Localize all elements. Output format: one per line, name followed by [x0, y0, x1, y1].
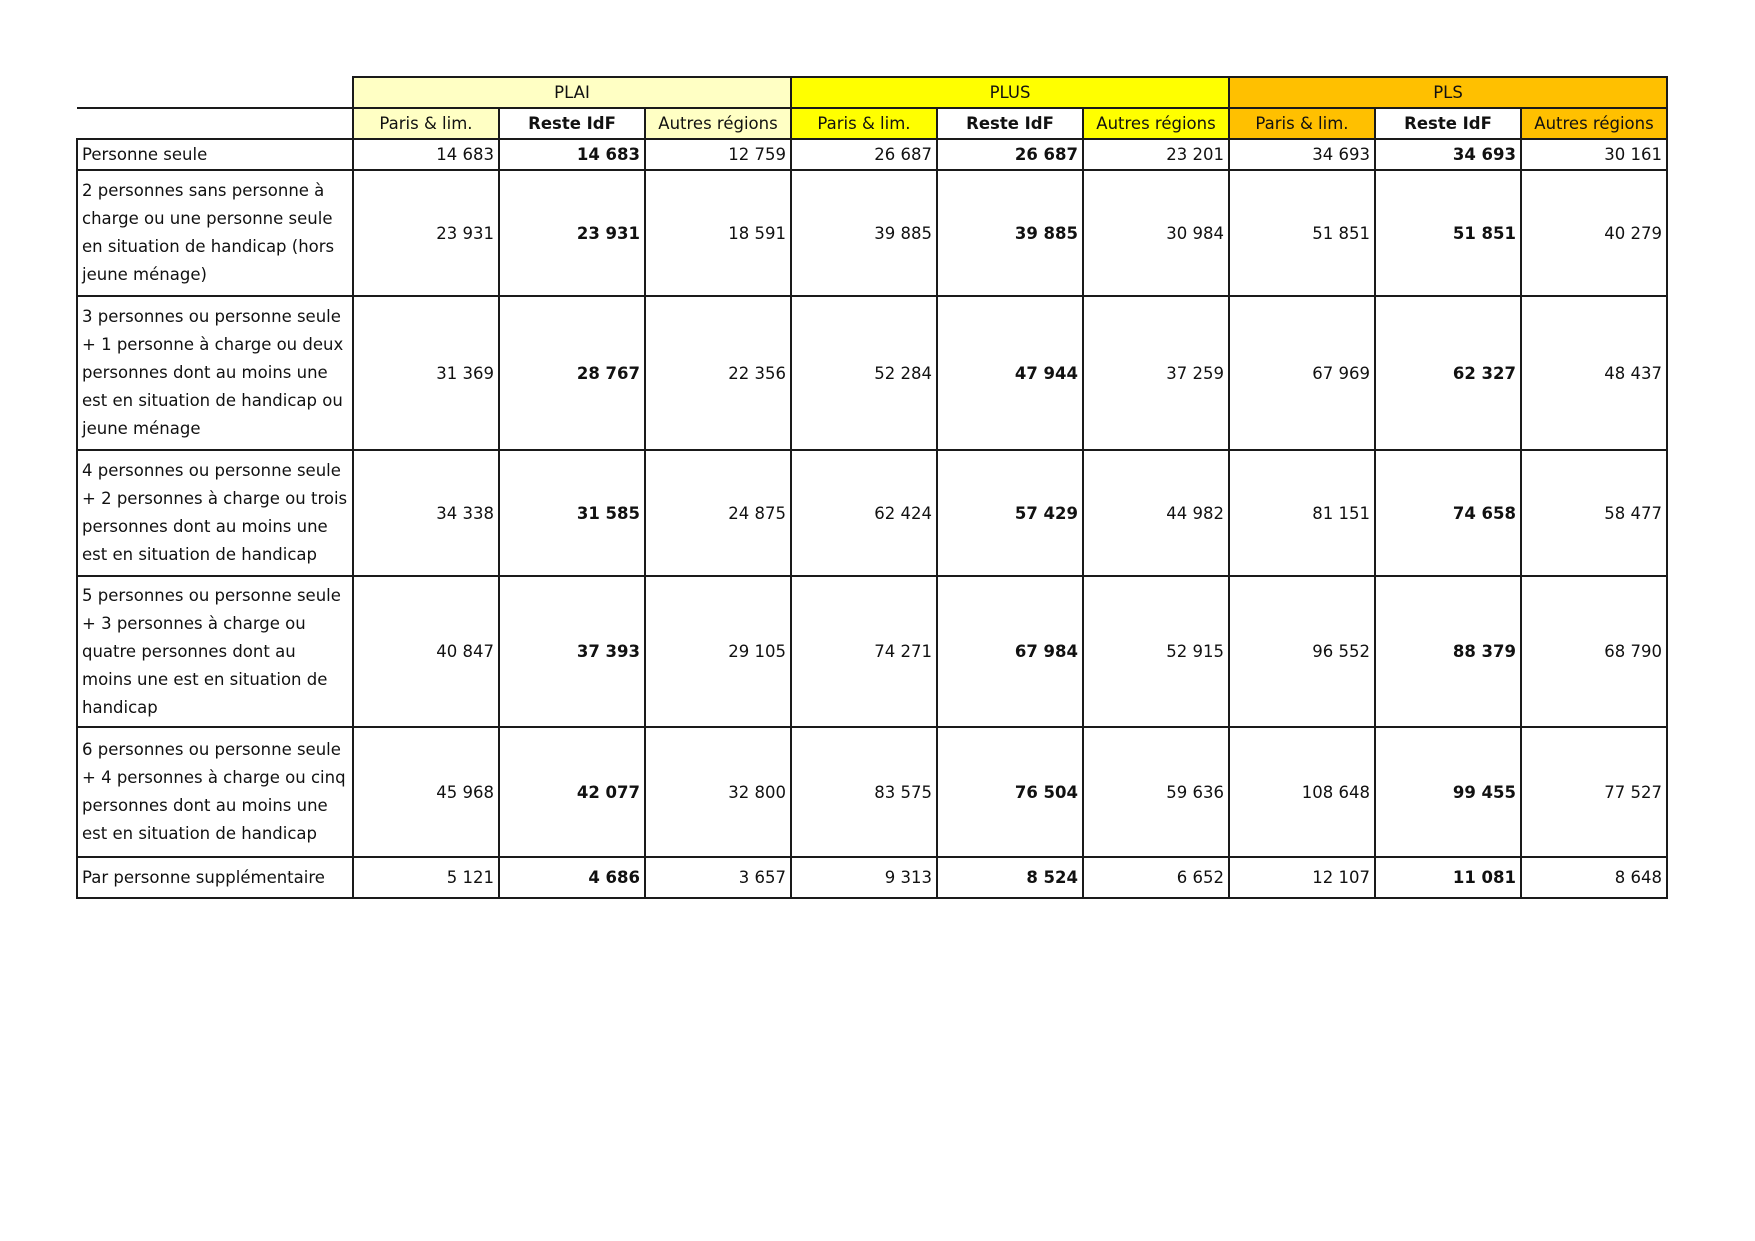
cell-pls-autres: 77 527: [1521, 727, 1667, 857]
cell-plus-autres: 59 636: [1083, 727, 1229, 857]
subheader-pls-autres: Autres régions: [1521, 108, 1667, 139]
cell-pls-reste-idf: 99 455: [1375, 727, 1521, 857]
cell-plai-autres: 29 105: [645, 576, 791, 727]
cell-plus-reste-idf: 76 504: [937, 727, 1083, 857]
cell-plai-paris: 5 121: [353, 857, 499, 898]
cell-plus-reste-idf: 8 524: [937, 857, 1083, 898]
corner-blank-cell: [77, 77, 353, 108]
corner-blank-cell: [77, 108, 353, 139]
cell-plai-paris: 34 338: [353, 450, 499, 576]
row-label: Par personne supplémentaire: [77, 857, 353, 898]
cell-plai-paris: 45 968: [353, 727, 499, 857]
table-row: [77, 727, 1667, 857]
cell-pls-autres: 48 437: [1521, 296, 1667, 450]
cell-pls-paris: 51 851: [1229, 170, 1375, 296]
group-header-row: [77, 77, 1667, 108]
table-row: [77, 296, 1667, 450]
cell-pls-autres: 30 161: [1521, 139, 1667, 170]
cell-plus-paris: 52 284: [791, 296, 937, 450]
subheader-plus-reste-idf: Reste IdF: [937, 108, 1083, 139]
subheader-row: [77, 108, 1667, 139]
cell-plus-paris: 62 424: [791, 450, 937, 576]
cell-pls-paris: 108 648: [1229, 727, 1375, 857]
cell-pls-paris: 67 969: [1229, 296, 1375, 450]
cell-pls-reste-idf: 34 693: [1375, 139, 1521, 170]
table-row: [77, 450, 1667, 576]
cell-pls-autres: 68 790: [1521, 576, 1667, 727]
row-label: 3 personnes ou personne seule + 1 personne à charge ou deux personnes dont au moins une est en situation de handicap ou jeune ménage: [77, 296, 353, 450]
cell-plus-autres: 37 259: [1083, 296, 1229, 450]
cell-plus-reste-idf: 47 944: [937, 296, 1083, 450]
cell-plus-reste-idf: 26 687: [937, 139, 1083, 170]
group-header-plai: PLAI: [353, 77, 791, 108]
cell-plus-reste-idf: 57 429: [937, 450, 1083, 576]
cell-pls-paris: 81 151: [1229, 450, 1375, 576]
income-ceiling-table-container: [76, 76, 1668, 899]
cell-plai-autres: 22 356: [645, 296, 791, 450]
subheader-plus-paris: Paris & lim.: [791, 108, 937, 139]
cell-plus-paris: 39 885: [791, 170, 937, 296]
row-label: 6 personnes ou personne seule + 4 personnes à charge ou cinq personnes dont au moins une est en situation de handicap: [77, 727, 353, 857]
cell-plai-autres: 12 759: [645, 139, 791, 170]
subheader-plus-autres: Autres régions: [1083, 108, 1229, 139]
cell-plus-autres: 44 982: [1083, 450, 1229, 576]
cell-plai-reste-idf: 14 683: [499, 139, 645, 170]
subheader-plai-reste-idf: Reste IdF: [499, 108, 645, 139]
group-header-pls: PLS: [1229, 77, 1667, 108]
cell-plai-reste-idf: 42 077: [499, 727, 645, 857]
cell-pls-reste-idf: 74 658: [1375, 450, 1521, 576]
table-row: [77, 576, 1667, 727]
row-label: 5 personnes ou personne seule + 3 personnes à charge ou quatre personnes dont au moins une est en situation de handicap: [77, 576, 353, 727]
group-header-plus: PLUS: [791, 77, 1229, 108]
subheader-plai-paris: Paris & lim.: [353, 108, 499, 139]
cell-plus-autres: 30 984: [1083, 170, 1229, 296]
cell-plus-reste-idf: 39 885: [937, 170, 1083, 296]
cell-pls-autres: 8 648: [1521, 857, 1667, 898]
cell-plai-reste-idf: 31 585: [499, 450, 645, 576]
cell-plus-paris: 74 271: [791, 576, 937, 727]
cell-plus-autres: 52 915: [1083, 576, 1229, 727]
cell-pls-paris: 12 107: [1229, 857, 1375, 898]
cell-plai-autres: 3 657: [645, 857, 791, 898]
cell-pls-autres: 40 279: [1521, 170, 1667, 296]
cell-plai-paris: 23 931: [353, 170, 499, 296]
cell-pls-autres: 58 477: [1521, 450, 1667, 576]
cell-plus-reste-idf: 67 984: [937, 576, 1083, 727]
row-label: Personne seule: [77, 139, 353, 170]
subheader-pls-paris: Paris & lim.: [1229, 108, 1375, 139]
row-label: 4 personnes ou personne seule + 2 personnes à charge ou trois personnes dont au moins une est en situation de handicap: [77, 450, 353, 576]
cell-plai-reste-idf: 23 931: [499, 170, 645, 296]
table-row: [77, 139, 1667, 170]
subheader-pls-reste-idf: Reste IdF: [1375, 108, 1521, 139]
subheader-plai-autres: Autres régions: [645, 108, 791, 139]
cell-plai-reste-idf: 37 393: [499, 576, 645, 727]
cell-pls-reste-idf: 88 379: [1375, 576, 1521, 727]
income-ceiling-table: [76, 76, 1668, 899]
cell-pls-paris: 96 552: [1229, 576, 1375, 727]
table-row: [77, 857, 1667, 898]
cell-plus-paris: 9 313: [791, 857, 937, 898]
cell-plai-autres: 32 800: [645, 727, 791, 857]
cell-plai-paris: 14 683: [353, 139, 499, 170]
cell-pls-reste-idf: 62 327: [1375, 296, 1521, 450]
cell-plai-autres: 24 875: [645, 450, 791, 576]
cell-plus-paris: 26 687: [791, 139, 937, 170]
table-row: [77, 170, 1667, 296]
cell-plai-reste-idf: 28 767: [499, 296, 645, 450]
cell-plai-reste-idf: 4 686: [499, 857, 645, 898]
row-label: 2 personnes sans personne à charge ou une personne seule en situation de handicap (hors jeune ménage): [77, 170, 353, 296]
cell-pls-reste-idf: 51 851: [1375, 170, 1521, 296]
cell-plai-autres: 18 591: [645, 170, 791, 296]
cell-pls-paris: 34 693: [1229, 139, 1375, 170]
cell-plai-paris: 31 369: [353, 296, 499, 450]
cell-pls-reste-idf: 11 081: [1375, 857, 1521, 898]
cell-plus-autres: 23 201: [1083, 139, 1229, 170]
cell-plai-paris: 40 847: [353, 576, 499, 727]
cell-plus-paris: 83 575: [791, 727, 937, 857]
cell-plus-autres: 6 652: [1083, 857, 1229, 898]
